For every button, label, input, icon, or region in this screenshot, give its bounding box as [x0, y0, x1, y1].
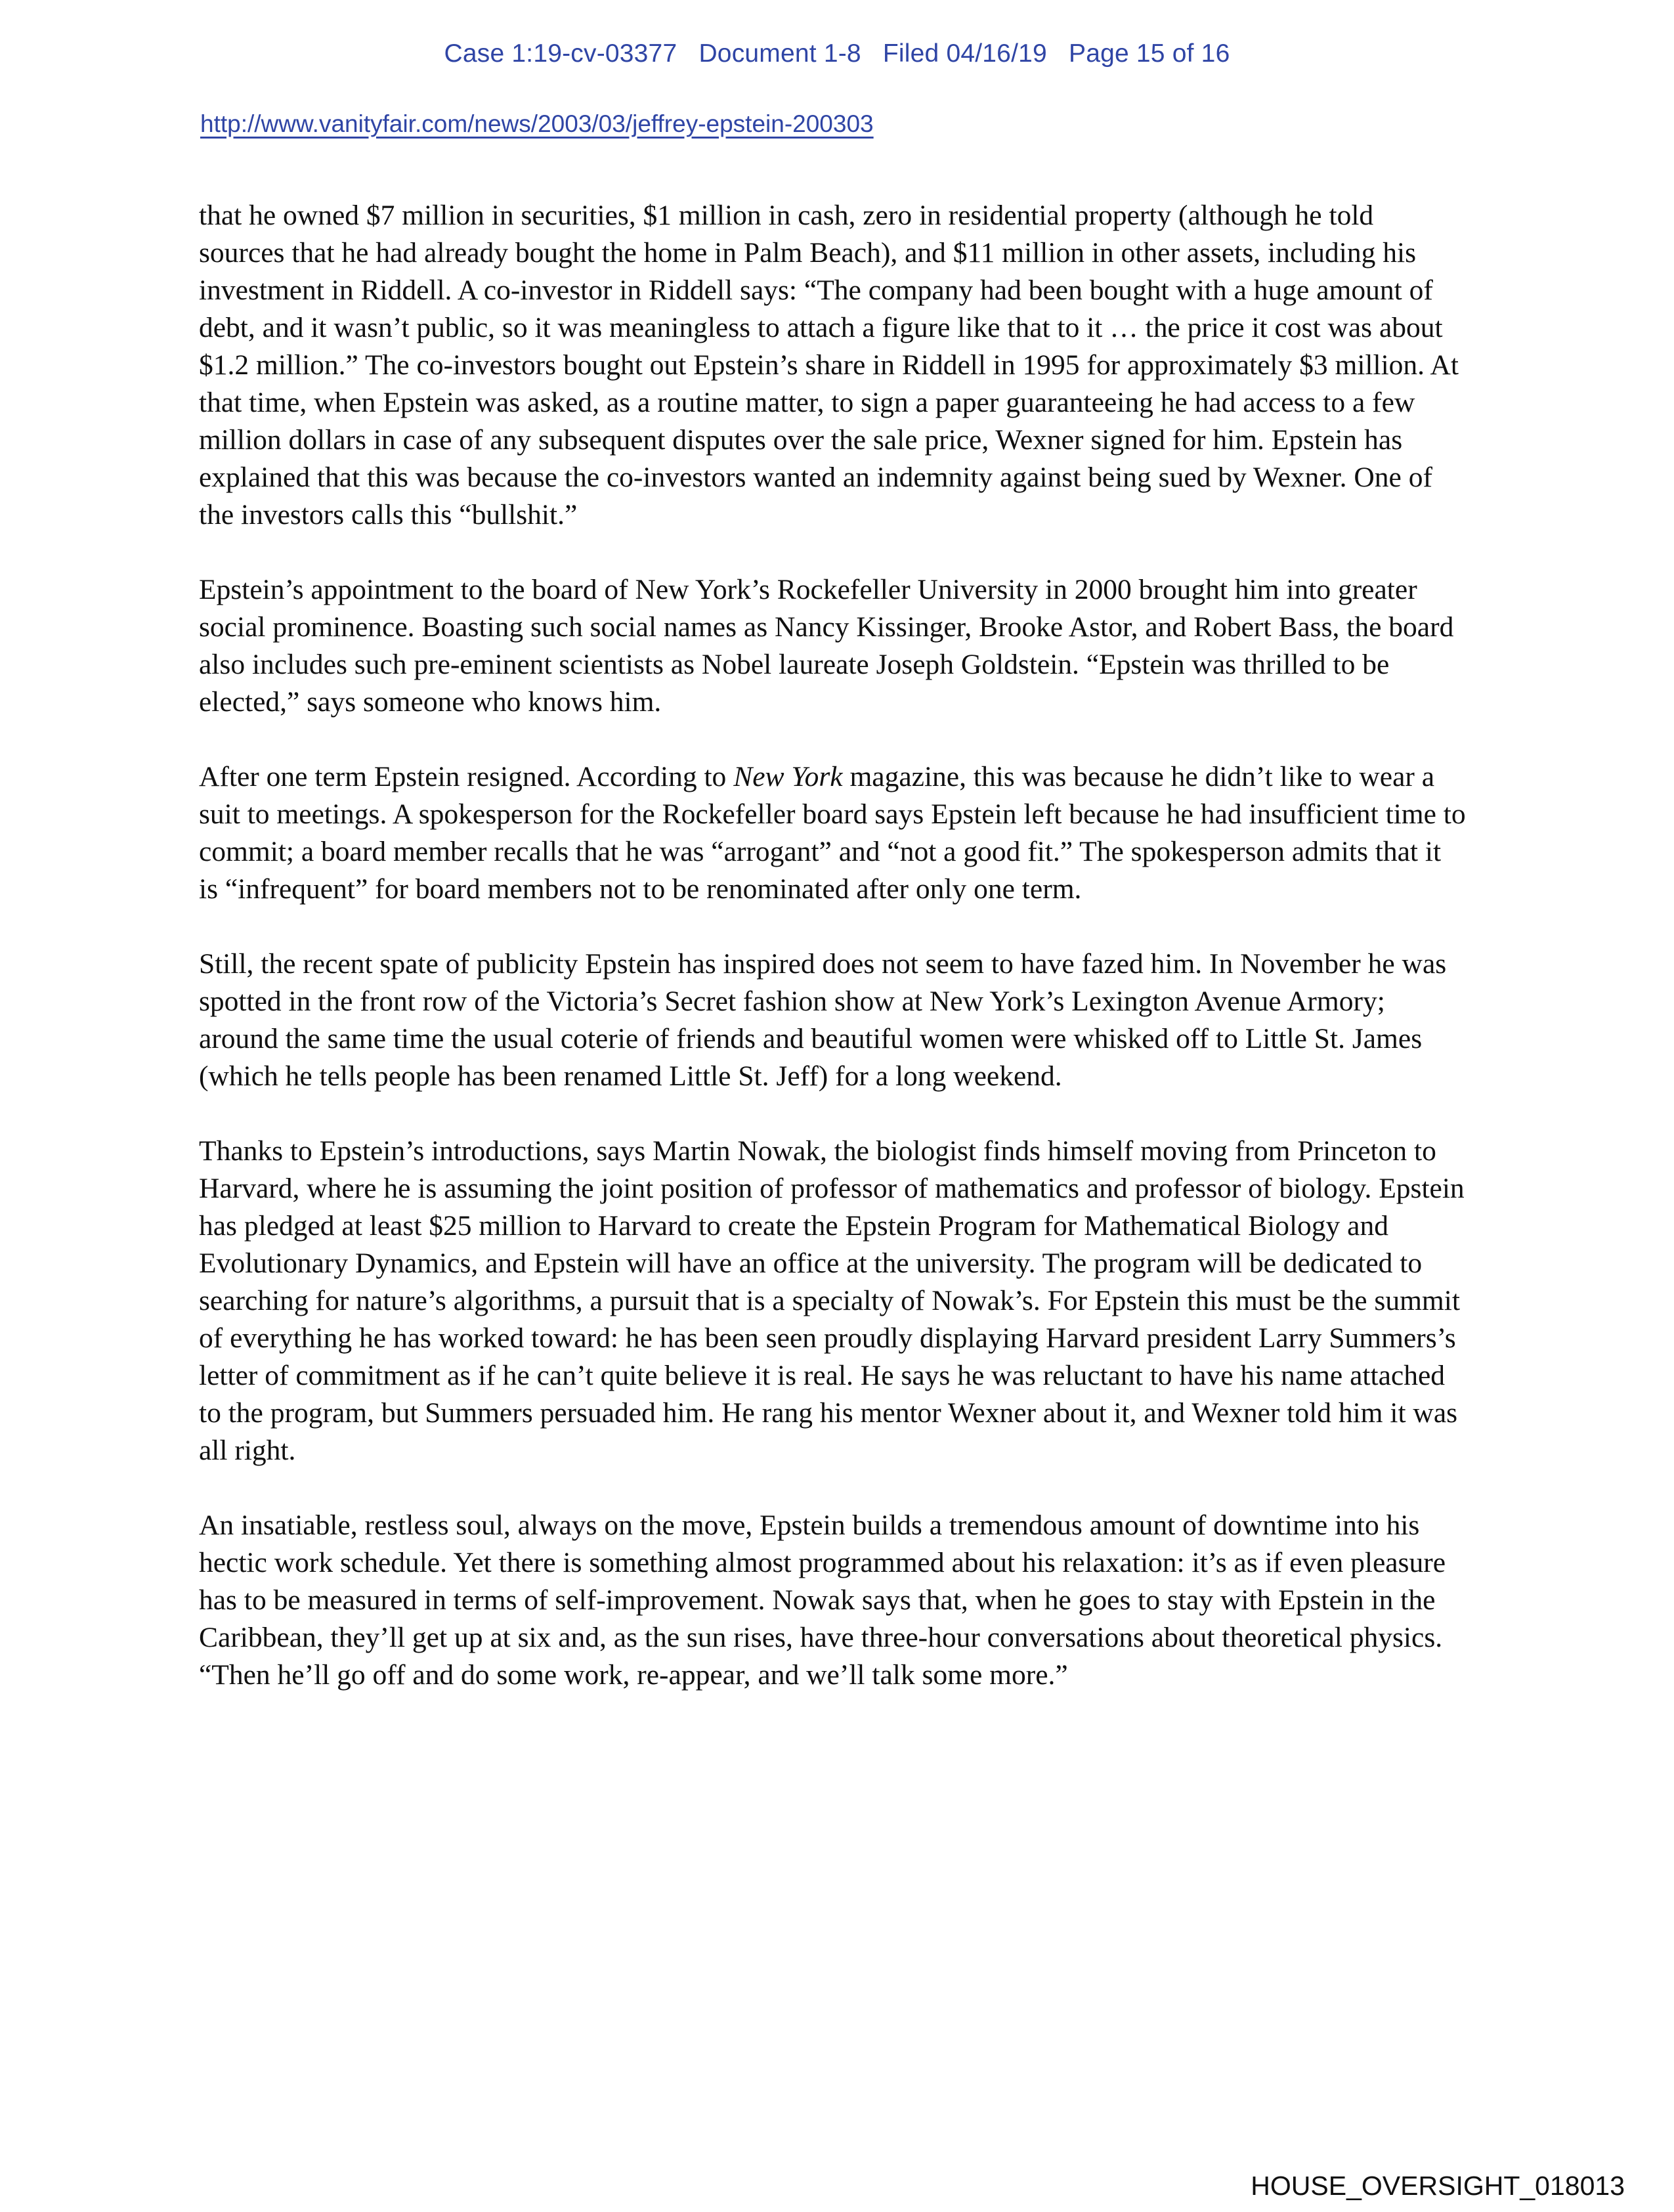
bates-number: HOUSE_OVERSIGHT_018013	[1251, 2171, 1625, 2201]
text-run: Epstein’s appointment to the board of New York’s Rockefeller University in 2000 brought him into greater social prominence. Boasting such social names as Nancy Kissinger, Brooke Astor, and Robert Bass, the board also includes such pre-eminent scientists as Nobel laureate Joseph Goldstein. “Epstein was thrilled to be elected,” says someone who knows him.	[199, 574, 1454, 718]
text-run: magazine, this was because he didn’t like to wear a suit to meetings. A spokesperson for the Rockefeller board says Epstein left because he had insufficient time to commit; a board member recalls that he was “arrogant” and “not a good fit.” The spokesperson admits that it is “infrequent” for board members not to be renominated after only one term.	[199, 761, 1466, 905]
text-run: After one term Epstein resigned. According to	[199, 761, 734, 792]
article-body	[199, 197, 1466, 1731]
paragraph	[199, 1133, 1466, 1469]
paragraph	[199, 571, 1466, 721]
paragraph	[199, 945, 1466, 1095]
paragraph	[199, 197, 1466, 534]
case-stamp-header: Case 1:19-cv-03377 Document 1-8 Filed 04/16/19 Page 15 of 16	[444, 39, 1230, 68]
paragraph	[199, 758, 1466, 908]
text-run: that he owned $7 million in securities, $1 million in cash, zero in residential property (although he told sources that he had already bought the home in Palm Beach), and $11 million in other assets, including his investment in Riddell. A co-investor in Riddell says: “The company had been bought with a huge amount of debt, and it wasn’t public, so it was meaningless to attach a figure like that to it … the price it cost was about $1.2 million.” The co-investors bought out Epstein’s share in Riddell in 1995 for approximately $3 million. At that time, when Epstein was asked, as a routine matter, to sign a paper guaranteeing he had access to a few million dollars in case of any subsequent disputes over the sale price, Wexner signed for him. Epstein has explained that this was because the co-investors wanted an indemnity against being sued by Wexner. One of the investors calls this “bullshit.”	[199, 200, 1459, 531]
text-run: Thanks to Epstein’s introductions, says Martin Nowak, the biologist finds himself moving from Princeton to Harvard, where he is assuming the joint position of professor of mathematics and professor of biology. Epstein has pledged at least $25 million to Harvard to create the Epstein Program for Mathematical Biology and Evolutionary Dynamics, and Epstein will have an office at the university. The program will be dedicated to searching for nature’s algorithms, a pursuit that is a specialty of Nowak’s. For Epstein this must be the summit of everything he has worked toward: he has been seen proudly displaying Harvard president Larry Summers’s letter of commitment as if he can’t quite believe it is real. He says he was reluctant to have his name attached to the program, but Summers persuaded him. He rang his mentor Wexner about it, and Wexner told him it was all right.	[199, 1135, 1465, 1466]
paragraph	[199, 1507, 1466, 1694]
text-run: An insatiable, restless soul, always on the move, Epstein builds a tremendous amount of downtime into his hectic work schedule. Yet there is something almost programmed about his relaxation: it’s as if even pleasure has to be measured in terms of self-improvement. Nowak says that, when he goes to stay with Epstein in the Caribbean, they’ll get up at six and, as the sun rises, have three-hour conversations about theoretical physics. “Then he’ll go off and do some work, re-appear, and we’ll talk some more.”	[199, 1509, 1446, 1691]
source-url-link[interactable]: http://www.vanityfair.com/news/2003/03/jeffrey-epstein-200303	[200, 110, 874, 137]
italic-text-run: New York	[733, 761, 843, 792]
text-run: Still, the recent spate of publicity Epstein has inspired does not seem to have fazed him. In November he was spotted in the front row of the Victoria’s Secret fashion show at New York’s Lexington Avenue Armory; around the same time the usual coterie of friends and beautiful women were whisked off to Little St. James (which he tells people has been renamed Little St. Jeff) for a long weekend.	[199, 948, 1447, 1092]
